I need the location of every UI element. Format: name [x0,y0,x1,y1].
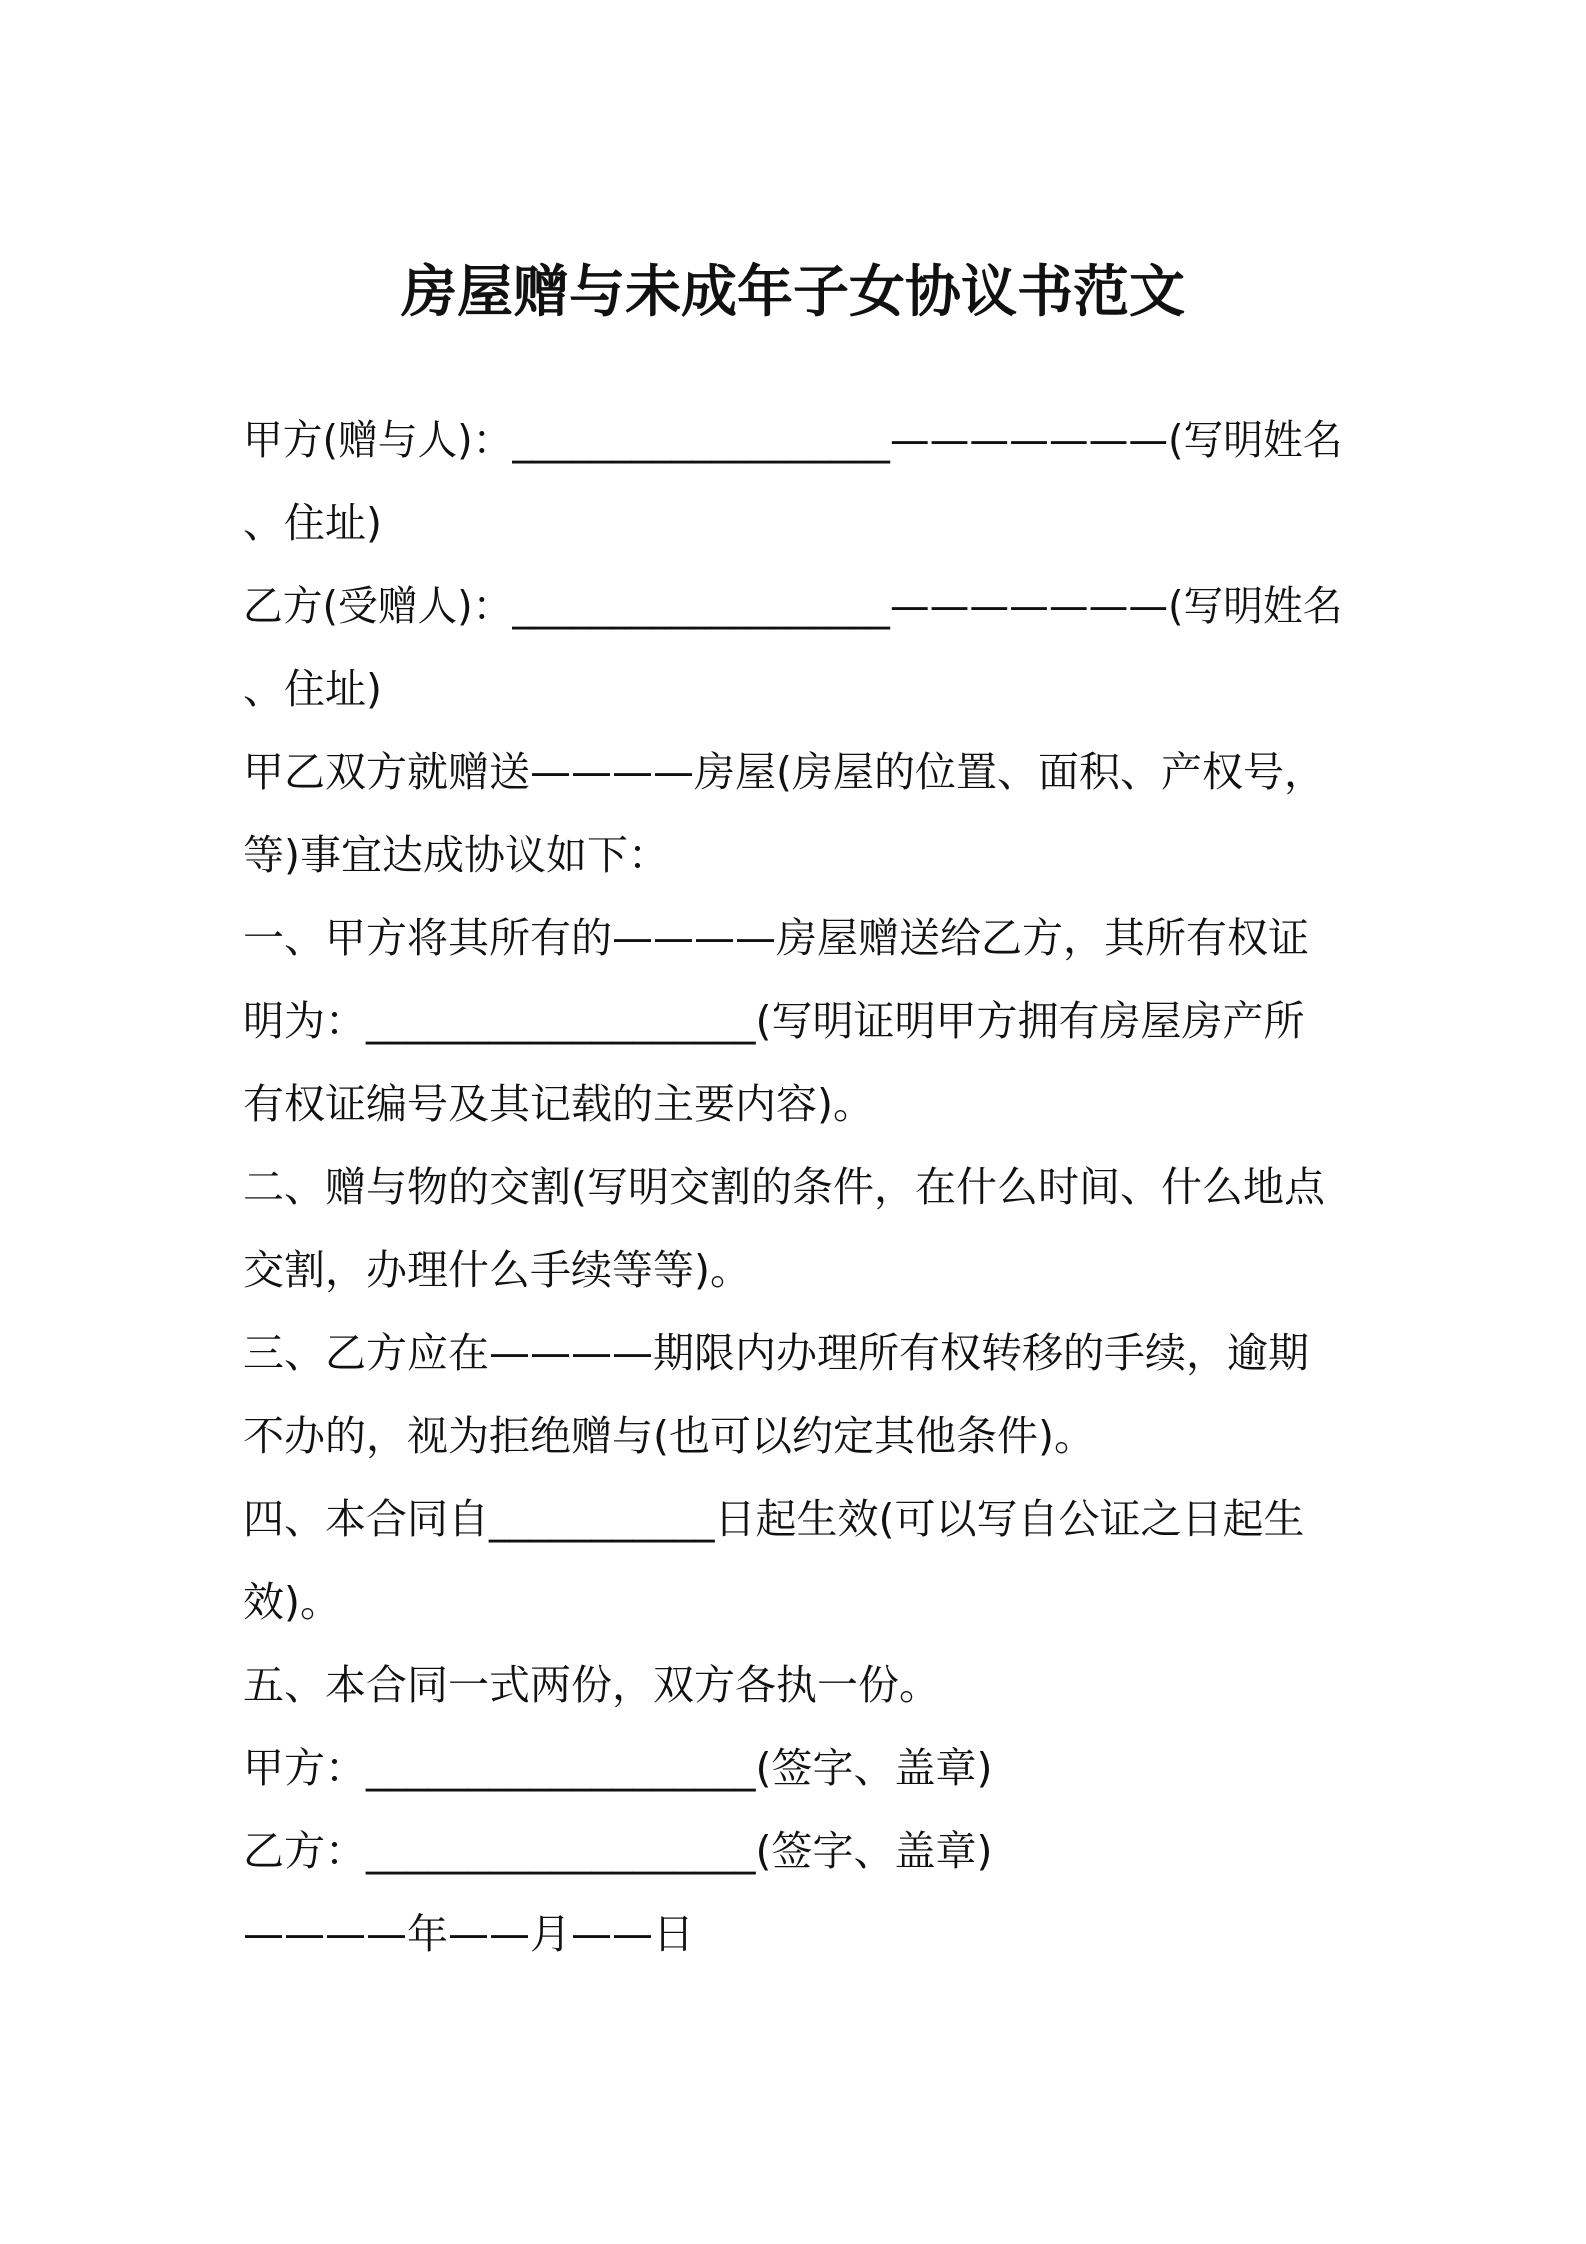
clause-4 [243,1478,1343,1644]
text-line: 三、乙方应在————期限内办理所有权转移的手续，逾期 [243,1329,1309,1377]
text-line: 有权证编号及其记载的主要内容)。 [243,1080,874,1128]
text-line: 四、本合同自___________日起生效(可以写自公证之日起生 [243,1495,1305,1543]
text-line: 等)事宜达成协议如下： [243,831,669,879]
party-a-info [243,399,1343,565]
signature-party-b [243,1810,1343,1893]
clause-5 [243,1644,1343,1727]
text-line: 甲乙双方就赠送————房屋(房屋的位置、面积、产权号， [243,748,1325,796]
text-line: 五、本合同一式两份，双方各执一份。 [243,1661,940,1709]
text-line: 交割，办理什么手续等等)。 [243,1246,751,1294]
document-body [243,399,1343,1976]
text-line: 效)。 [243,1578,341,1626]
text-line: 一、甲方将其所有的————房屋赠送给乙方，其所有权证 [243,914,1309,962]
preamble [243,731,1343,897]
clause-3 [243,1312,1343,1478]
text-line: 、住址) [243,499,382,547]
text-line: 、住址) [243,665,382,713]
signature-party-a [243,1727,1343,1810]
text-line: 乙方：___________________(签字、盖章) [243,1827,993,1875]
document-title: 房屋赠与未成年子女协议书范文 [401,260,1185,325]
text-line: 乙方(受赠人)：___________________———————(写明姓名 [243,582,1343,630]
clause-1 [243,897,1343,1146]
party-b-info [243,565,1343,731]
text-line: 明为：___________________(写明证明甲方拥有房屋房产所 [243,997,1305,1045]
text-line: 二、赠与物的交割(写明交割的条件，在什么时间、什么地点 [243,1163,1325,1211]
text-line: 不办的，视为拒绝赠与(也可以约定其他条件)。 [243,1412,1095,1460]
text-line: 甲方：___________________(签字、盖章) [243,1744,993,1792]
text-line: 甲方(赠与人)：___________________———————(写明姓名 [243,416,1343,464]
signature-date [243,1893,1343,1976]
clause-2 [243,1146,1343,1312]
text-line: ————年——月——日 [243,1910,694,1958]
